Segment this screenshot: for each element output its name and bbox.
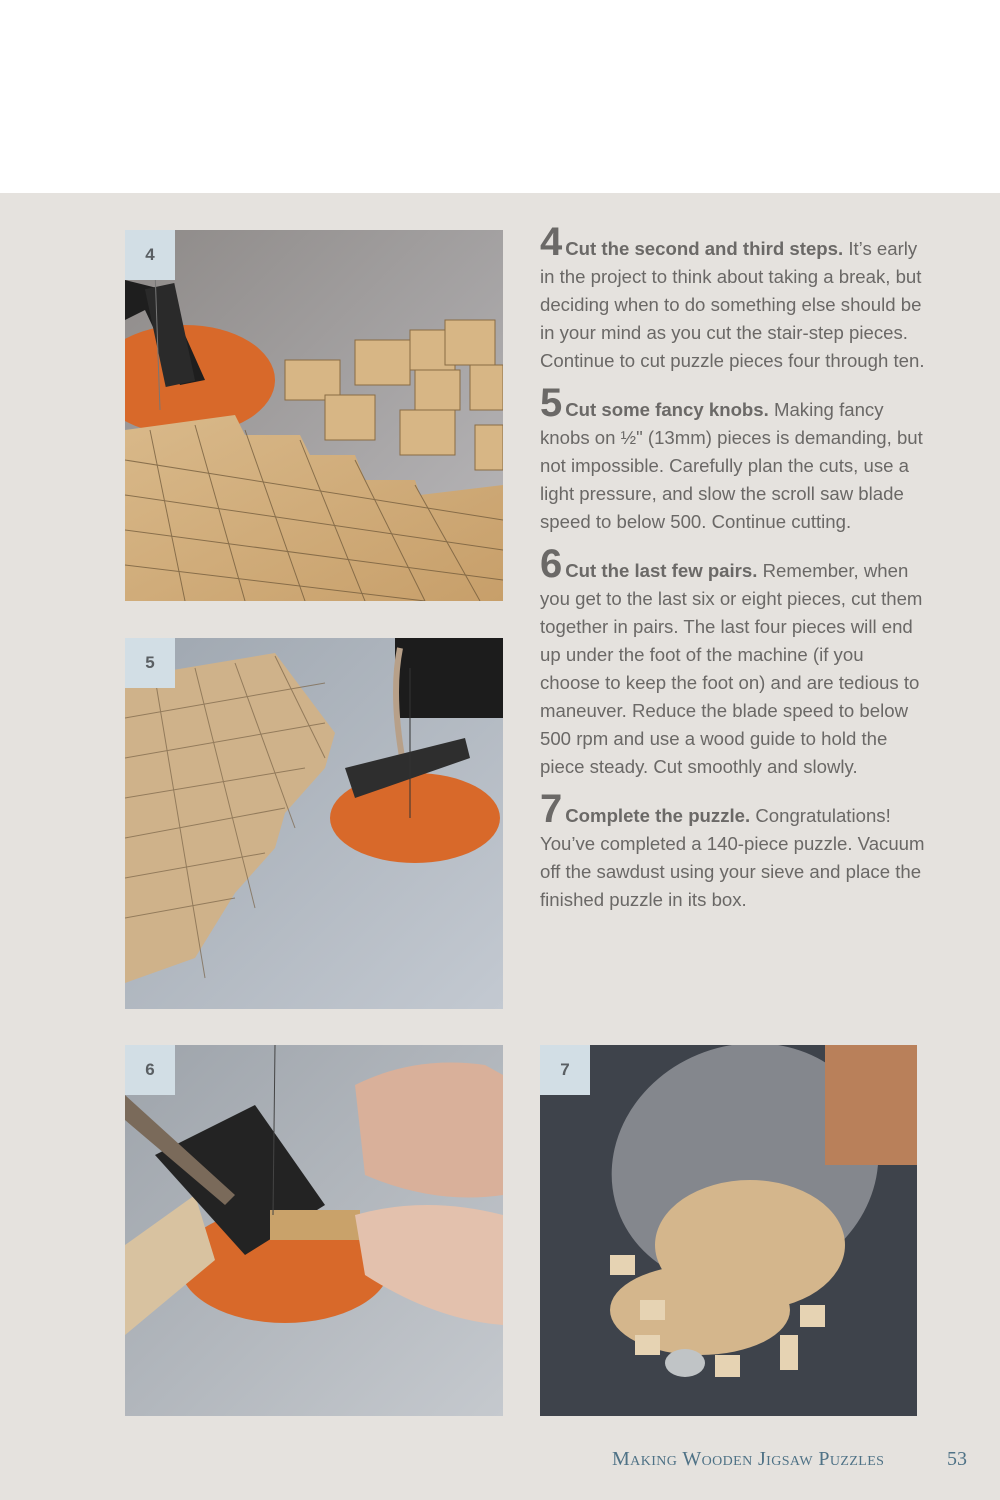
photo-step-6 <box>125 1045 503 1416</box>
photo-step-7 <box>540 1045 917 1416</box>
photo-6-image <box>125 1045 503 1416</box>
step-badge-5: 5 <box>125 638 175 688</box>
photo-4-image <box>125 230 503 601</box>
step-7-paragraph <box>540 787 925 914</box>
step-5-number: 5 <box>540 381 562 425</box>
step-5-title: Cut some fancy knobs. <box>565 399 769 420</box>
step-6-number: 6 <box>540 542 562 586</box>
step-4-number: 4 <box>540 220 562 264</box>
step-badge-4: 4 <box>125 230 175 280</box>
step-6-paragraph <box>540 542 925 781</box>
step-badge-7: 7 <box>540 1045 590 1095</box>
step-7-body: Congratulations! You’ve completed a 140-piece puzzle. Vacuum off the sawdust using your sieve and place the finished puzzle in its box. <box>540 805 925 910</box>
page-number: 53 <box>947 1448 967 1470</box>
step-badge-6: 6 <box>125 1045 175 1095</box>
step-6-title: Cut the last few pairs. <box>565 560 758 581</box>
photo-5-image <box>125 638 503 1009</box>
photo-7-image <box>540 1045 917 1416</box>
step-5-body: Making fancy knobs on ½" (13mm) pieces is demanding, but not impossible. Carefully plan the cuts, use a light pressure, and slow the scroll saw blade speed to below 500. Continue cutting. <box>540 399 923 532</box>
step-6-body: Remember, when you get to the last six or eight pieces, cut them together in pairs. The last four pieces will end up under the foot of the machine (if you choose to keep the foot on) and are tedious to maneuver. Reduce the blade speed to below 500 rpm and use a wood guide to hold the piece steady. Cut smoothly and slowly. <box>540 560 923 777</box>
step-4-body: It’s early in the project to think about taking a break, but deciding when to do something else should be in your mind as you cut the stair-step pieces. Continue to cut puzzle pieces four through ten. <box>540 238 925 371</box>
step-5-paragraph <box>540 381 925 536</box>
running-footer-title: Making Wooden Jigsaw Puzzles <box>612 1448 885 1470</box>
photo-step-4 <box>125 230 503 601</box>
step-4-title: Cut the second and third steps. <box>565 238 844 259</box>
step-7-title: Complete the puzzle. <box>565 805 751 826</box>
step-7-number: 7 <box>540 787 562 831</box>
step-4-paragraph <box>540 220 925 375</box>
photo-step-5 <box>125 638 503 1009</box>
instructions-column <box>540 220 925 928</box>
